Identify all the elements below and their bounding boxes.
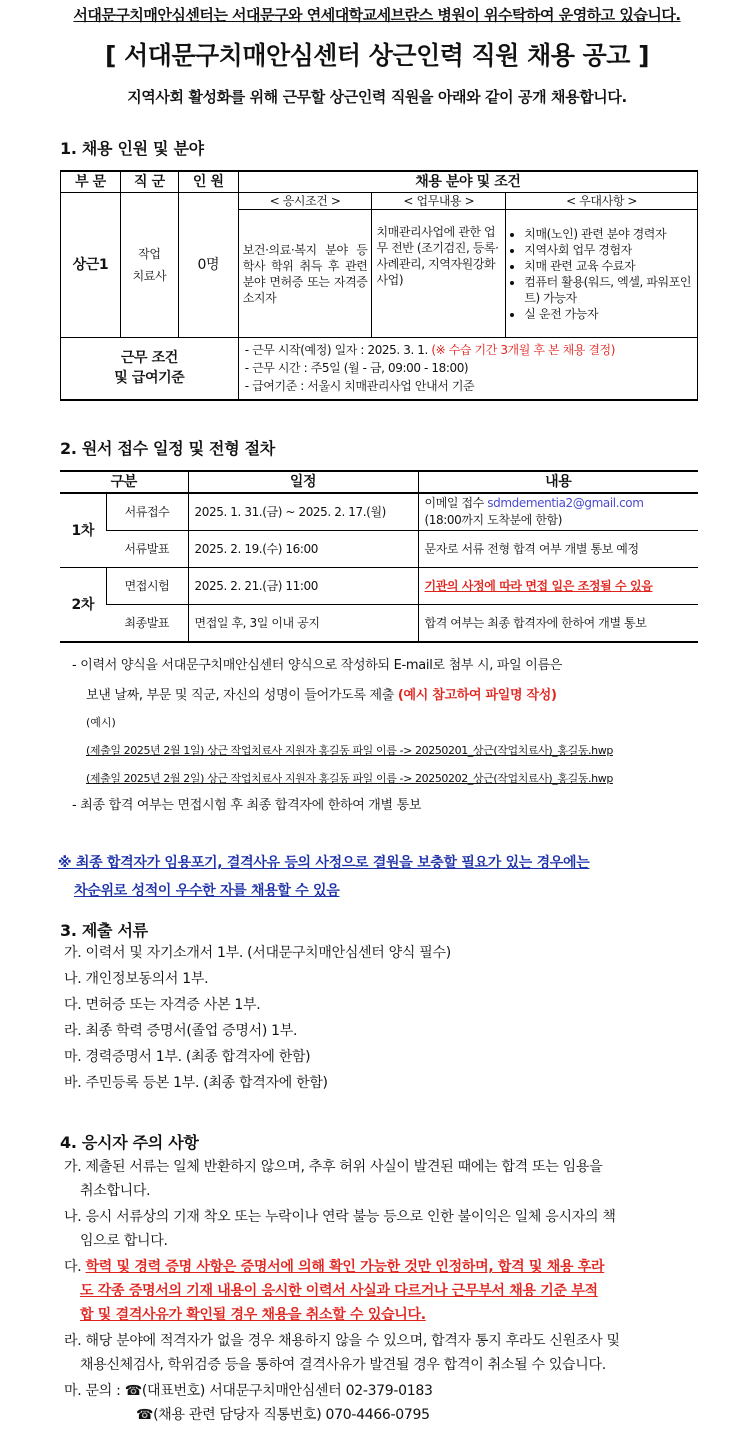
caution-na-1: 나. 응시 서류상의 기재 착오 또는 누락이나 연락 불능 등으로 인한 불이익은 일체 응시자의 책 — [64, 1209, 616, 1225]
example-label: (예시) — [86, 716, 116, 729]
table-row — [60, 568, 698, 605]
notice-line2: 차순위로 성적이 우수한 자를 채용할 수 있음 — [74, 883, 340, 899]
doc-list — [64, 944, 451, 1100]
schedule-table — [60, 470, 698, 643]
caution-ga-1: 가. 제출된 서류는 일체 반환하지 않으며, 추후 허위 사실이 발견된 때에는 합격 또는 임용을 — [64, 1159, 603, 1175]
page-title: [ 서대문구치매안심센터 상근인력 직원 채용 공고 ] — [104, 41, 650, 70]
contact-direct: ☎(채용 관련 담당자 직통번호) 070-4466-0795 — [136, 1407, 430, 1423]
contact-main: ☎(대표번호) 서대문구치매안심센터 02-379-0183 — [124, 1383, 433, 1399]
content-cell: 문자로 서류 전형 합격 여부 개별 통보 예정 — [418, 531, 698, 568]
th-count: 인 원 — [178, 171, 238, 193]
caution-da-3: 합 및 결격사유가 확인될 경우 채용을 취소할 수 있습니다. — [80, 1307, 426, 1323]
content-cell: 합격 여부는 최종 합격자에 한하여 개별 통보 — [418, 605, 698, 643]
top-notice: 서대문구치매안심센터는 서대문구와 연세대학교세브란스 병원이 위수탁하여 운영하고 있습니다. — [73, 6, 681, 24]
date-cell: 2025. 2. 19.(수) 16:00 — [188, 531, 418, 568]
example-1: (제출일 2025년 2월 1일) 상근 작업치료사 지원자 홍길동 파일 이름 -> 20250201_상근(작업치료사)_홍길동.hwp — [86, 744, 613, 757]
contact-label: 마. 문의 : — [64, 1383, 121, 1399]
note1-line1: - 이력서 양식을 서대문구치매안심센터 양식으로 작성하되 E-mail로 첨부 시, 파일 이름은 — [72, 658, 563, 673]
example-2: (제출일 2025년 2월 2일) 상근 작업치료사 지원자 홍길동 파일 이름 -> 20250202_상근(작업치료사)_홍길동.hwp — [86, 772, 613, 785]
stage1-cell: 1차 — [60, 493, 106, 568]
preference-item: • 치매 관련 교육 수료자 — [524, 258, 693, 274]
th-job: 직 군 — [120, 171, 178, 193]
list-item: 다. 면허증 또는 자격증 사본 1부. — [64, 997, 261, 1013]
count-cell: 0명 — [178, 193, 238, 338]
caution-da-2: 도 각종 증명서의 기재 내용이 응시한 이력서 사실과 다르거나 근무부서 채용 기준 부적 — [80, 1283, 598, 1299]
section4-heading: 4. 응시자 주의 사항 — [60, 1133, 199, 1152]
qualification-cell: 보건·의료·복지 분야 등 학사 학위 취득 후 관련 분야 면허증 또는 자격증 소지자 — [238, 210, 372, 338]
content-cell: 기관의 사정에 따라 면접 일은 조정될 수 있음 — [418, 568, 698, 605]
note1-line2: 보낸 날짜, 부문 및 직군, 자신의 성명이 들어가도록 제출 (예시 참고하여 파일명 작성) — [86, 688, 557, 703]
section2-heading: 2. 원서 접수 일정 및 전형 절차 — [60, 439, 275, 458]
list-item: 마. 경력증명서 1부. (최종 합격자에 한함) — [64, 1049, 311, 1065]
page-subtitle: 지역사회 활성화를 위해 근무할 상근인력 직원을 아래와 같이 공개 채용합니다. — [127, 88, 627, 106]
email-link[interactable]: sdmdementia2@gmail.com — [487, 496, 644, 510]
table-row — [60, 531, 698, 568]
conditions-label: 근무 조건 및 급여기준 — [61, 338, 239, 400]
cond-hours: - 근무 시간 : 주5일 (월 - 금, 09:00 - 18:00) — [244, 361, 469, 376]
section3-heading: 3. 제출 서류 — [60, 921, 148, 940]
step-cell: 서류접수 — [106, 493, 188, 531]
content-email-label: 이메일 접수 — [424, 496, 484, 510]
caution-na-2: 임으로 합니다. — [80, 1233, 168, 1249]
sub-preferences: < 우대사항 > — [506, 193, 698, 210]
cond-start-note: (※ 수습 기간 3개월 후 본 채용 결정) — [431, 343, 616, 358]
section1-heading: 1. 채용 인원 및 분야 — [60, 139, 204, 158]
content-cell — [418, 493, 698, 531]
step-cell: 최종발표 — [106, 605, 188, 643]
date-cell: 2025. 1. 31.(금) ~ 2025. 2. 17.(월) — [188, 493, 418, 531]
preference-item: • 지역사회 업무 경험자 — [524, 242, 693, 258]
preferences-cell — [506, 210, 698, 338]
caution-da-1: 학력 및 경력 증명 사항은 증명서에 의해 확인 가능한 것만 인정하며, 합격 및 채용 후라 — [85, 1259, 605, 1275]
recruitment-table — [60, 170, 698, 401]
step-cell: 서류발표 — [106, 531, 188, 568]
duties-cell: 치매관리사업에 관한 업무 전반 (조기검진, 등록·사례관리, 지역자원강화사업) — [372, 210, 506, 338]
th-conditions: 채용 분야 및 조건 — [238, 171, 697, 193]
caution-ra-1: 라. 해당 분야에 적격자가 없을 경우 채용하지 않을 수 있으며, 합격자 통지 후라도 신원조사 및 — [64, 1333, 620, 1349]
job-cell: 작업 치료사 — [120, 193, 178, 338]
th-schedule: 일정 — [188, 471, 418, 493]
cond-pay: - 급여기준 : 서울시 치매관리사업 안내서 기준 — [244, 379, 475, 394]
date-cell: 2025. 2. 21.(금) 11:00 — [188, 568, 418, 605]
table-row — [60, 493, 698, 531]
step-cell: 면접시험 — [106, 568, 188, 605]
caution-da-label: 다. — [64, 1259, 82, 1275]
th-dept: 부 문 — [61, 171, 121, 193]
list-item: 바. 주민등록 등본 1부. (최종 합격자에 한함) — [64, 1075, 328, 1091]
list-item: 나. 개인정보동의서 1부. — [64, 971, 209, 987]
preference-item: • 컴퓨터 활용(워드, 엑셀, 파워포인트) 가능자 — [524, 274, 693, 306]
caution-ga-2: 취소합니다. — [80, 1183, 151, 1199]
preference-item: • 치매(노인) 관련 분야 경력자 — [524, 226, 693, 242]
preference-item: • 실 운전 가능자 — [524, 306, 693, 322]
conditions-cell — [238, 338, 697, 400]
list-item: 가. 이력서 및 자기소개서 1부. (서대문구치매안심센터 양식 필수) — [64, 945, 451, 961]
th-category: 구분 — [60, 471, 188, 493]
date-cell: 면접일 후, 3일 이내 공지 — [188, 605, 418, 643]
caution-list — [64, 1158, 704, 1430]
sub-qualification: < 응시조건 > — [238, 193, 372, 210]
dept-cell: 상근1 — [61, 193, 121, 338]
notice-line1: ※ 최종 합격자가 임용포기, 결격사유 등의 사정으로 결원을 보충할 필요가 있는 경우에는 — [58, 855, 590, 871]
cond-start: - 근무 시작(예정) 일자 : 2025. 3. 1. — [244, 343, 428, 358]
note2: - 최종 합격 여부는 면접시험 후 최종 합격자에 한하여 개별 통보 — [72, 798, 422, 813]
stage2-cell: 2차 — [60, 568, 106, 643]
th-content: 내용 — [418, 471, 698, 493]
content-deadline: (18:00까지 도착분에 한함) — [424, 513, 563, 527]
sub-duties: < 업무내용 > — [372, 193, 506, 210]
table-row — [60, 605, 698, 643]
list-item: 라. 최종 학력 증명서(졸업 증명서) 1부. — [64, 1023, 298, 1039]
caution-ra-2: 채용신체검사, 학위검증 등을 통하여 결격사유가 발견될 경우 합격이 취소될 수 있습니다. — [80, 1357, 606, 1373]
note1-red: (예시 참고하여 파일명 작성) — [397, 688, 557, 703]
